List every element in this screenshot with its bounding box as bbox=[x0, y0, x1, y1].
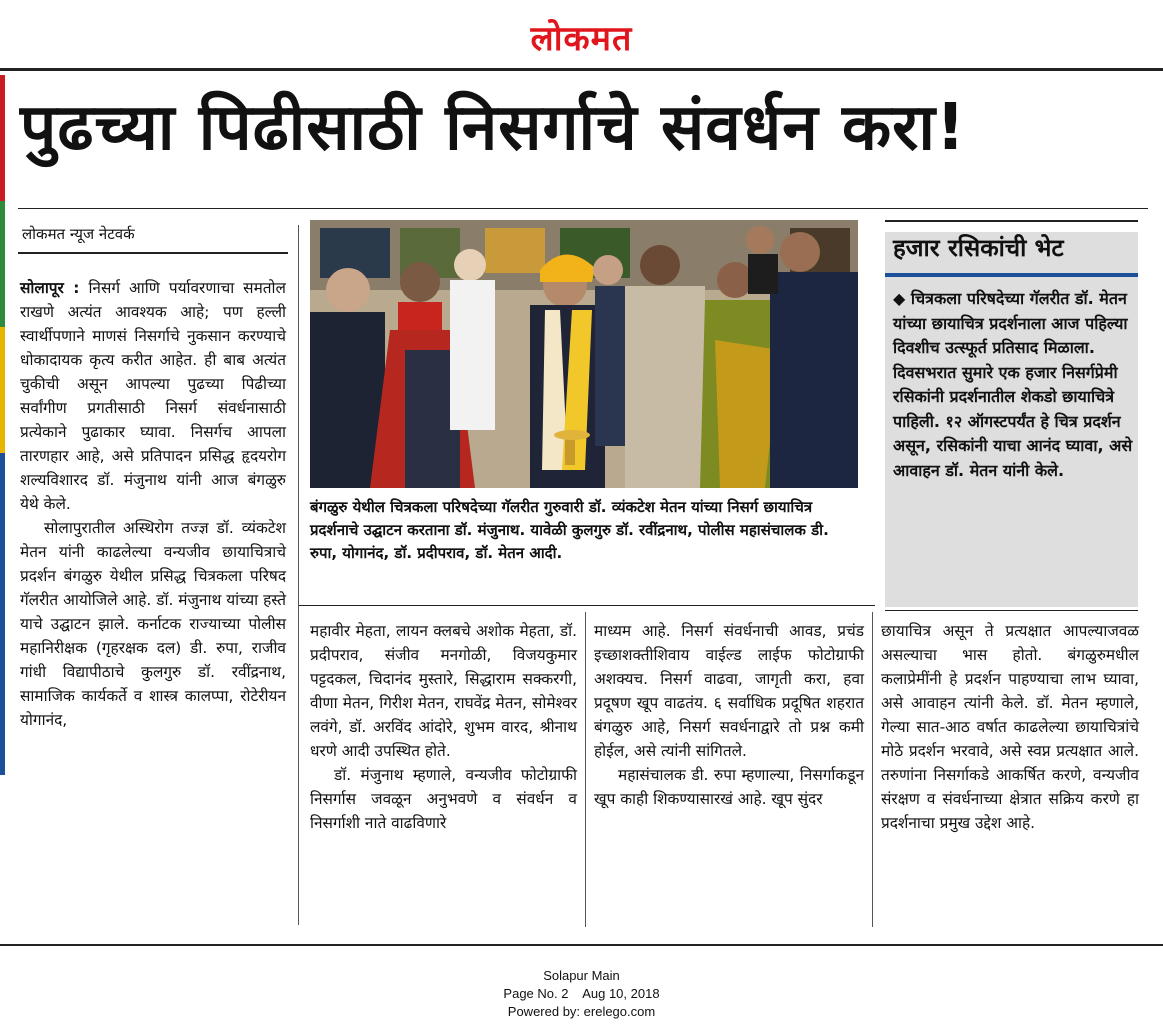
masthead bbox=[0, 0, 1163, 70]
article-paragraph: छायाचित्र असून ते प्रत्यक्षात आपल्याजवळ असल्याचा भास होतो. बंगळुरुमधील कलाप्रेमींनी हे प्रदर्शन पाहण्याचा लाभ घ्यावा, असे आवाहन त्यांनी केले. डॉ. मेतन म्हणाले, गेल्या सात-आठ वर्षात काढलेल्या छायाचित्रांचे मोठे प्रदर्शन भरवावे, असे स्वप्न प्रत्यक्षात आले. तरुणांना निसर्गाकडे आकर्षित करणे, वन्यजीव संरक्षण व संवर्धनाच्या क्षेत्रात सक्रिय करणे हा प्रदर्शनाचा प्रमुख उद्देश आहे. bbox=[881, 622, 1139, 832]
lokmat-logo: लोकमत bbox=[530, 19, 633, 59]
article-column-3 bbox=[594, 619, 864, 811]
page-bottom-rule bbox=[0, 944, 1163, 946]
inauguration-photo bbox=[310, 220, 858, 488]
column-divider bbox=[298, 225, 299, 925]
lead-paragraph bbox=[20, 276, 286, 516]
footer-page: Page No. 2 bbox=[503, 986, 569, 1001]
footer-date: Aug 10, 2018 bbox=[582, 986, 660, 1001]
footer-page-date bbox=[0, 986, 1163, 1002]
article-column-2 bbox=[310, 619, 577, 835]
article-paragraph: महावीर मेहता, लायन क्लबचे अशोक मेहता, डॉ. प्रदीपराव, संजीव मनगोळी, विजयकुमार पट्टदकल, चिदानंद मुस्तारे, सिद्धाराम सक्करगी, वीणा मेतन, गिरीश मेतन, राघवेंद्र मेतन, सोमेश्वर लवंगे, डॉ. अरविंद आंदोरे, शुभम वारद, श्रीनाथ धरणे आदी उपस्थित होते. bbox=[310, 622, 577, 760]
article-paragraph: सोलापुरातील अस्थिरोग तज्ज्ञ डॉ. व्यंकटेश मेतन यांनी काढलेल्या वन्यजीव छायाचित्राचे प्रदर्शन बंगळुरु येथील प्रसिद्ध चित्रकला परिषद गॅलरीत आयोजिले आहे. डॉ. मंजुनाथ यांच्या हस्ते याचे उद्घाटन झाले. कर्नाटक राज्याच्या पोलीस महानिरीक्षक (गृहरक्षक दल) डी. रुपा, राजीव गांधी विद्यापीठाचे कुलगुरु डॉ. रवींद्रनाथ, सामाजिक कार्यकर्ते व शास्त्र कालप्पा, रोटेरीयन योगानंद, bbox=[20, 519, 286, 729]
article-paragraph: डॉ. मंजुनाथ म्हणाले, वन्यजीव फोटोग्राफी निसर्गास जवळून अनुभवणे व संवर्धन व निसर्गाशी नाते वाढविणारे bbox=[310, 766, 577, 832]
sidebox-title-rule bbox=[885, 273, 1138, 277]
sidebox-top-rule bbox=[885, 220, 1138, 222]
headline: पुढच्या पिढीसाठी निसर्गाचे संवर्धन करा! bbox=[20, 91, 967, 165]
byline-rule bbox=[18, 252, 288, 254]
column-divider bbox=[872, 612, 873, 927]
dateline: सोलापूर : bbox=[20, 279, 80, 297]
sidebox-body: ◆ चित्रकला परिषदेच्या गॅलरीत डॉ. मेतन यांच्या छायाचित्र प्रदर्शनाला आज पहिल्या दिवशीच उत्स्फूर्त प्रतिसाद मिळाला. दिवसभरात सुमारे एक हजार निसर्गप्रेमी रसिकांनी प्रदर्शनातील शेकडो छायाचित्रे पाहिली. १२ ऑगस्टपर्यंत हे चित्र प्रदर्शन असून, रसिकांनी याचा आनंद घ्यावा, असे आवाहन डॉ. मेतन यांनी केले. bbox=[893, 289, 1133, 480]
footer-powered-by: Powered by: erelego.com bbox=[507, 1004, 656, 1019]
lead-text: निसर्ग आणि पर्यावरणाचा समतोल राखणे अत्यंत आवश्यक आहे; पण हल्ली स्वार्थीपणाने माणसं निसर्गाचे नुकसान करण्याचे धोकादायक कृत्य करीत आहेत. ही बाब अत्यंत चुकीची असून आपल्या पुढच्या पिढीच्या सर्वांगीण प्रगतीसाठी निसर्ग संवर्धनासाठी प्रत्येकाने पुढाकार घ्यावा. निसर्गच आपला तारणहार आहे, असे प्रतिपादन प्रसिद्ध हृदयरोग शल्यविशारद डॉ. मंजुनाथ यांनी आज बंगळुरु येथे केले. bbox=[20, 279, 286, 513]
article-column-4 bbox=[881, 619, 1139, 835]
article-column-1 bbox=[20, 276, 286, 732]
photo-illustration bbox=[310, 220, 858, 488]
footer-edition: Solapur Main bbox=[543, 968, 620, 983]
headline-rule bbox=[18, 208, 1148, 209]
page-edge-color-bar bbox=[0, 75, 5, 775]
column-divider bbox=[585, 612, 586, 927]
article-paragraph: महासंचालक डी. रुपा म्हणाल्या, निसर्गाकडून खूप काही शिकण्यासारखं आहे. खूप सुंदर bbox=[594, 766, 864, 808]
caption-rule bbox=[299, 605, 875, 606]
byline: लोकमत न्यूज नेटवर्क bbox=[22, 225, 135, 243]
article-paragraph: माध्यम आहे. निसर्ग संवर्धनाची आवड, प्रचंड इच्छाशक्तीशिवाय वाईल्ड लाईफ फोटोग्राफी अशक्यच. निसर्ग वाढवा, जागृती करा, हवा प्रदूषण खूप वाढतंय. ६ सर्वाधिक प्रदूषित शहरात बंगळुरु आहे, निसर्ग सवर्धनाद्वारे तो प्रश्न कमी होईल, असे त्यांनी सांगितले. bbox=[594, 622, 864, 760]
masthead-rule bbox=[0, 68, 1163, 71]
photo-caption: बंगळुरु येथील चित्रकला परिषदेच्या गॅलरीत गुरुवारी डॉ. व्यंकटेश मेतन यांच्या निसर्ग छायाचित्र प्रदर्शनाचे उद्घाटन करताना डॉ. मंजुनाथ. यावेळी कुलगुरु डॉ. रवींद्रनाथ, पोलीस महासंचालक डी. रुपा, योगानंद, डॉ. प्रदीपराव, डॉ. मेतन आदी. bbox=[310, 498, 829, 562]
sidebox-title: हजार रसिकांची भेट bbox=[893, 234, 1064, 262]
sidebox-bottom-rule bbox=[885, 610, 1138, 611]
